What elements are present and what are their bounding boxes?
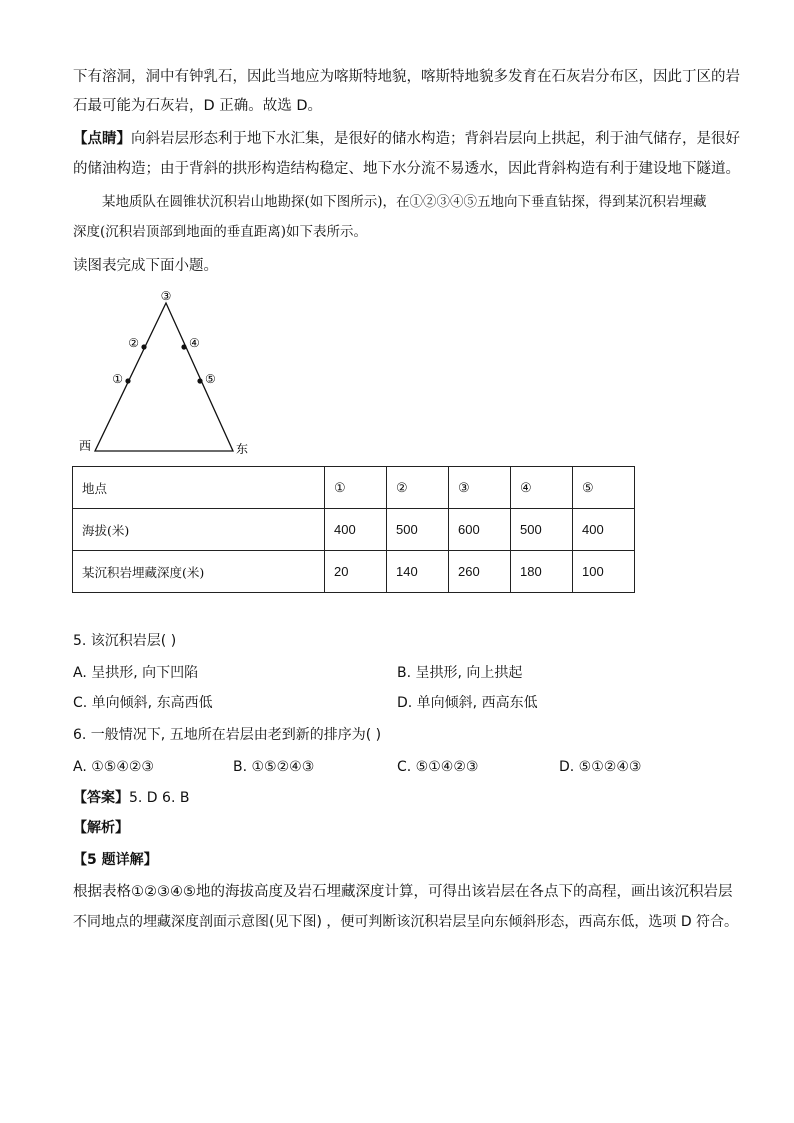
text-line: 下有溶洞，洞中有钟乳石，因此当地应为喀斯特地貌，喀斯特地貌多发育在石灰岩分布区，因此丁区的岩: [73, 69, 740, 85]
point-4-label: ④: [189, 336, 200, 350]
table-cell: 180: [511, 551, 573, 593]
table-cell: 100: [573, 551, 635, 593]
point-5-label: ⑤: [205, 372, 216, 386]
table-row: [73, 509, 635, 551]
detail-line: 不同地点的埋藏深度剖面示意图(见下图) ，便可判断该沉积岩层呈向东倾斜形态，西高东低，选项 D 符合。: [73, 914, 739, 930]
table-header-cell: ⑤: [573, 467, 635, 509]
question-6-stem: 6. 一般情况下, 五地所在岩层由老到新的排序为( ): [73, 727, 382, 743]
answer-tag: 【答案】: [73, 790, 129, 806]
altitude-label: 海拔(米): [73, 509, 325, 551]
point-2-label: ②: [128, 336, 139, 350]
point-3-label: ③: [160, 289, 172, 303]
question-6-option-b: B. ①⑤②④③: [233, 759, 315, 775]
table-cell: 260: [449, 551, 511, 593]
cone-mountain-diagram: [70, 285, 260, 460]
dianjing-tag: 【点睛】: [73, 131, 131, 147]
point-4-dot: [181, 344, 186, 349]
question-5-option-a: A. 呈拱形, 向下凹陷: [73, 665, 199, 681]
question-5-option-b: B. 呈拱形, 向上拱起: [397, 665, 523, 681]
table-row: [73, 467, 635, 509]
depth-table: [72, 466, 635, 593]
table-header-cell: ②: [387, 467, 449, 509]
dianjing-paragraph: [73, 129, 740, 149]
text-line: 石最可能为石灰岩，D 正确。故选 D。: [73, 98, 323, 114]
point-1-label: ①: [112, 372, 123, 386]
text-line: 向斜岩层形态利于地下水汇集，是很好的储水构造；背斜岩层向上拱起，利于油气储存，是很好: [131, 131, 740, 147]
table-header-cell: ③: [449, 467, 511, 509]
point-1-dot: [125, 378, 130, 383]
east-label: 东: [236, 442, 249, 456]
question-6-option-d: D. ⑤①②④③: [559, 759, 642, 775]
table-header-cell: ①: [325, 467, 387, 509]
question-5-stem: 5. 该沉积岩层( ): [73, 633, 177, 649]
question-6-option-c: C. ⑤①④②③: [397, 759, 479, 775]
table-cell: 400: [325, 509, 387, 551]
detail-tag: 【5 题详解】: [73, 852, 158, 868]
answer-line: [73, 788, 189, 808]
question-5-option-c: C. 单向倾斜, 东高西低: [73, 695, 213, 711]
intro-line: 深度(沉积岩顶部到地面的垂直距离)如下表所示。: [73, 224, 368, 240]
table-cell: 500: [387, 509, 449, 551]
table-cell: 20: [325, 551, 387, 593]
analysis-tag: 【解析】: [73, 820, 129, 836]
table-cell: 500: [511, 509, 573, 551]
question-6-option-a: A. ①⑤④②③: [73, 759, 154, 775]
table-header-cell: ④: [511, 467, 573, 509]
table-cell: 600: [449, 509, 511, 551]
table-cell: 140: [387, 551, 449, 593]
west-label: 西: [79, 439, 92, 453]
point-2-dot: [141, 344, 146, 349]
table-header-label: 地点: [73, 467, 325, 509]
detail-line: 根据表格①②③④⑤地的海拔高度及岩石埋藏深度计算，可得出该岩层在各点下的高程，画出该沉积岩层: [73, 884, 733, 900]
question-5-option-d: D. 单向倾斜, 西高东低: [397, 695, 538, 711]
instruction-line: 读图表完成下面小题。: [73, 258, 218, 274]
table-cell: 400: [573, 509, 635, 551]
intro-line: 某地质队在圆锥状沉积岩山地勘探(如下图所示)，在①②③④⑤五地向下垂直钻探，得到某沉积岩埋藏: [102, 194, 707, 210]
text-line: 的储油构造；由于背斜的拱形构造结构稳定、地下水分流不易透水，因此背斜构造有利于建设地下隧道。: [73, 161, 740, 177]
point-5-dot: [197, 378, 202, 383]
answer-text: 5. D 6. B: [129, 790, 190, 806]
depth-label: 某沉积岩埋藏深度(米): [73, 551, 325, 593]
table-row: [73, 551, 635, 593]
